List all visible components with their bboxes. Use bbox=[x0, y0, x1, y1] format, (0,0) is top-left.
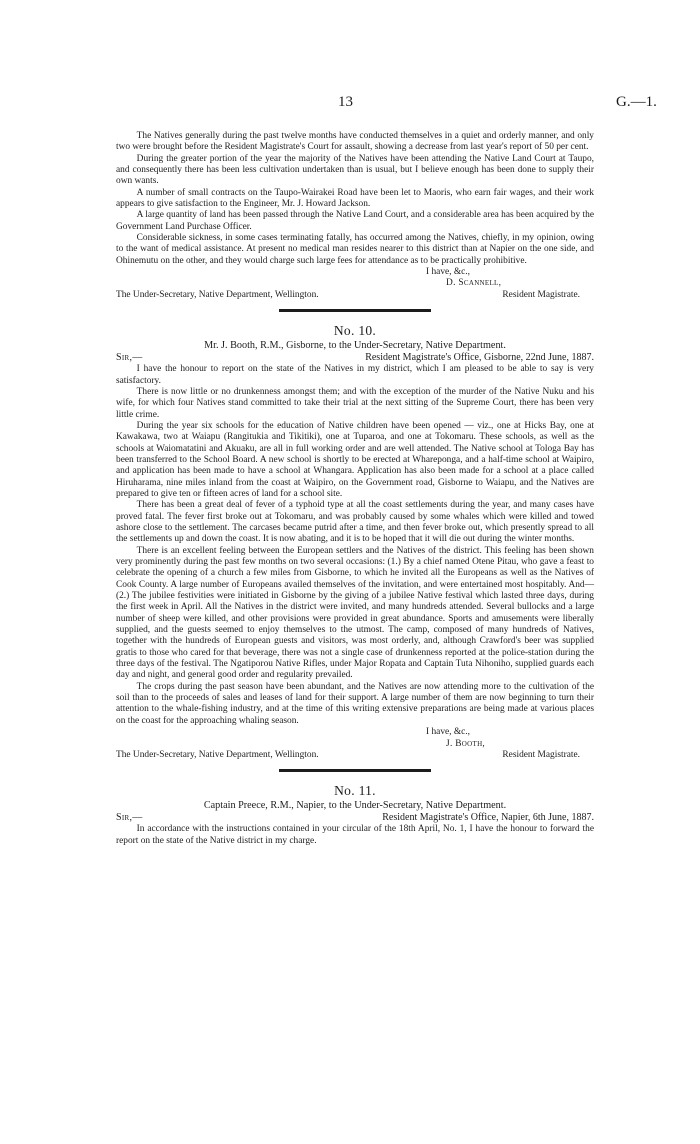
paragraph: There has been a great deal of fever of a typhoid type at all the coast settlements during the year, and many cases have proved fatal. The fever first broke out at Tokomaru, and was probably caused by some whales which were killed and towed ashore close to the settlement. The carcases became putrid after a time, and then fever broke out, which presently spread to all the settlements up and down the coast. It is now abating, and it is to be hoped that it will die out during the winter months. bbox=[116, 500, 594, 545]
report-no-11 bbox=[116, 783, 594, 847]
page-reference: G.—1. bbox=[616, 94, 657, 110]
signatory-title: Resident Magistrate. bbox=[502, 289, 580, 300]
paragraph: The crops during the past season have been abundant, and the Natives are now attending more to the cultivation of the soil than to the proceeds of sales and leases of land for their support. A large number of them are now beginning to turn their attention to the whale-fishing industry, and at the time of this writing extensive preparations are being made at various places on the coast for the approaching whaling season. bbox=[116, 681, 594, 726]
signature: D. Scannell, bbox=[446, 278, 502, 289]
paragraph: There is an excellent feeling between the European settlers and the Natives of the district. This feeling has been shown very prominently during the past few months on two several occasions: (1.) By a chief named Otene Pitau, who gave a feast to celebrate the opening of a church a few miles from Gisborne, to which he invited all the Europeans as well as the Natives of Cook County. A large number of Europeans availed themselves of the invitation, and were entertained most hospitably. And—(2.) The jubilee festivities were initiated in Gisborne by the giving of a jubilee Native festival which lasted three days, during the first week in April. All the Natives in the district were invited, and many hundreds attended. Several bullocks and a large number of sheep were killed, and other provisions were provided in great abundance. Sports and amusements were liberally supplied, and the guests seemed to enjoy themselves to the utmost. The camp, composed of many hundreds of Natives, together with the hundreds of European guests and visitors, was most orderly, and, although Crawford's beer was supplied gratis to those who cared for that beverage, there was not a single case of drunkenness reported at the police-station during the three days of the festival. The Ngatiporou Native Rifles, under Major Ropata and Captain Tuta Nihoniho, supplied guards each day and night, and general good order and regularity prevailed. bbox=[116, 545, 594, 681]
addressee: The Under-Secretary, Native Department, Wellington. bbox=[116, 749, 319, 760]
paragraph: During the year six schools for the education of Native children have been opened — viz., one at Hicks Bay, one at Kawakawa, two at Waiapu (Rangitukia and Tikitiki), one at Tuparoa, and one at Tokomaru. These schools, as well as the schools at Waiomatatini and Akuaku, are all in full working order and are well attended. The Native school at Tologa Bay has been transferred to the School Board. A new school is shortly to be erected at Whareponga, and a half-time school at Waipiro, and application has been made to have a school at Whangara. Application has also been made for a school at a place called Hiruharama, nine miles inland from the coast at Waipiro, on the Government road, Gisborne to Waiapu, and the Natives are prepared to give ten or fifteen acres of land for a school site. bbox=[116, 420, 594, 499]
salutation-line bbox=[116, 352, 594, 364]
paragraph: During the greater portion of the year the majority of the Natives have been attending the Native Land Court at Taupo, and consequently there has been less cultivation undertaken than is usual, but I believe enough has been done to supply their own wants. bbox=[116, 153, 594, 187]
signature: J. Booth, bbox=[446, 738, 486, 749]
address-line bbox=[116, 750, 594, 761]
closing-line: I have, &c., bbox=[426, 267, 470, 278]
paragraph: The Natives generally during the past twelve months have conducted themselves in a quiet and orderly manner, and only two were brought before the Resident Magistrate's Court for assault, showing a decrease from last year's report of 50 per cent. bbox=[116, 131, 594, 153]
closing-line: I have, &c., bbox=[426, 727, 470, 738]
dateline: Resident Magistrate's Office, Napier, 6th June, 1887. bbox=[382, 812, 594, 824]
previous-report-section bbox=[116, 131, 594, 301]
dateline: Resident Magistrate's Office, Gisborne, 22nd June, 1887. bbox=[365, 352, 594, 364]
page-header bbox=[0, 94, 700, 114]
report-no-10 bbox=[116, 323, 594, 761]
paragraph: I have the honour to report on the state of the Natives in my district, which I am pleased to be able to say is very satisfactory. bbox=[116, 364, 594, 386]
address-line bbox=[116, 290, 594, 301]
salutation: Sir,— bbox=[116, 812, 143, 824]
document-body bbox=[116, 131, 594, 847]
page-number: 13 bbox=[338, 94, 353, 110]
addressee: The Under-Secretary, Native Department, Wellington. bbox=[116, 289, 319, 300]
report-heading: No. 10. bbox=[333, 323, 377, 339]
paragraph: Considerable sickness, in some cases terminating fatally, has occurred among the Natives, chiefly, in my opinion, owing to the want of medical assistance. At present no medical man resides nearer to this district than at Napier on the one side, and Ohinemutu on the other, and they would charge such large fees for attendance as to be practically prohibitive. bbox=[116, 233, 594, 266]
report-heading: No. 11. bbox=[334, 783, 376, 799]
report-from-line: Mr. J. Booth, R.M., Gisborne, to the Under-Secretary, Native Department. bbox=[204, 340, 506, 352]
paragraph: A large quantity of land has been passed through the Native Land Court, and a considerable area has been acquired by the Government Land Purchase Officer. bbox=[116, 210, 594, 232]
section-divider bbox=[279, 769, 431, 772]
paragraph: In accordance with the instructions contained in your circular of the 18th April, No. 1, I have the honour to forward the report on the state of the Native district in my charge. bbox=[116, 824, 594, 846]
paragraph: A number of small contracts on the Taupo-Wairakei Road have been let to Maoris, who earn fair wages, and their work appears to give satisfaction to the Engineer, Mr. J. Howard Jackson. bbox=[116, 187, 594, 210]
signatory-title: Resident Magistrate. bbox=[502, 749, 580, 760]
paragraph: There is now little or no drunkenness amongst them; and with the exception of the murder of the Native Nuku and his wife, for which four Natives stand committed to take their trial at the next sitting of the Supreme Court, there has been very little crime. bbox=[116, 386, 594, 420]
salutation-line bbox=[116, 812, 594, 824]
section-divider bbox=[279, 309, 431, 312]
salutation: Sir,— bbox=[116, 352, 143, 364]
report-from-line: Captain Preece, R.M., Napier, to the Under-Secretary, Native Department. bbox=[203, 800, 507, 812]
